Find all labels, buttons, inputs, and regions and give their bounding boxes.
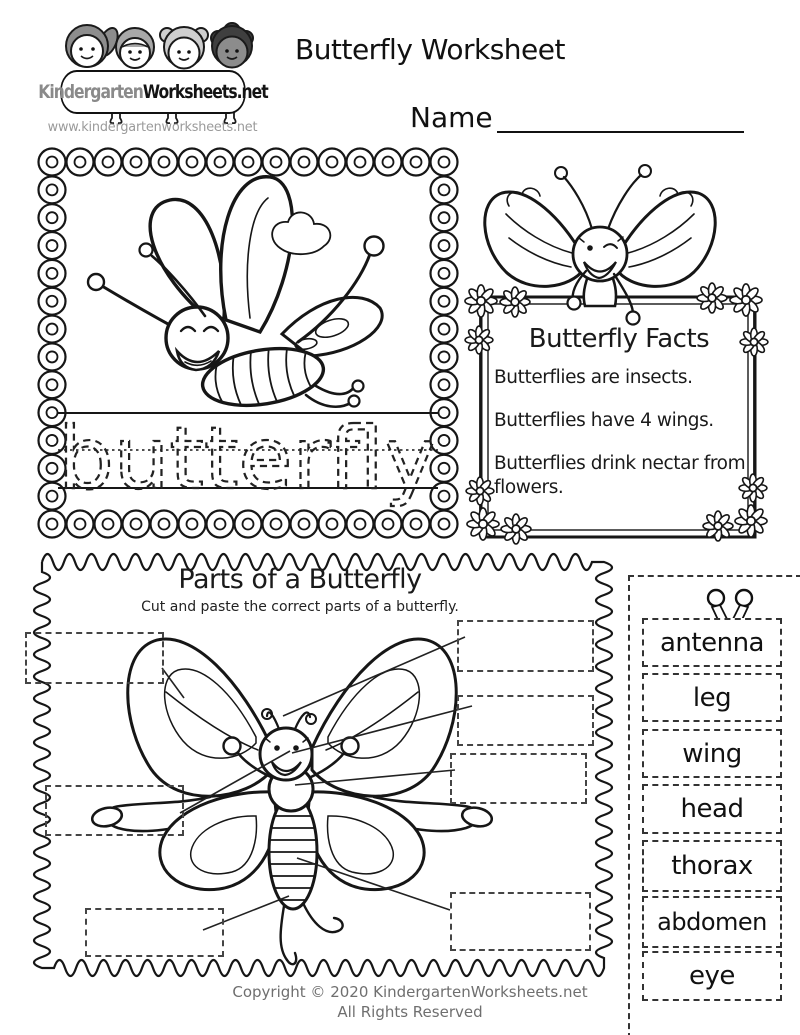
- label-text: leg: [692, 682, 732, 713]
- fact-line: Butterflies drink nectar from flowers.: [494, 453, 746, 499]
- fact-line: Butterflies are insects.: [494, 367, 693, 388]
- label-text: antenna: [660, 627, 764, 658]
- site-url: www.kindergartenworksheets.net: [47, 119, 258, 135]
- name-write-line: [497, 131, 744, 133]
- copyright-line: Copyright © 2020 KindergartenWorksheets.net: [232, 983, 588, 1001]
- label-card-thorax: [642, 840, 782, 892]
- label-card-leg: [642, 673, 782, 722]
- label-text: abdomen: [657, 908, 767, 936]
- label-card-head: [642, 784, 782, 834]
- label-text: head: [680, 794, 744, 824]
- paste-box-eye: [45, 785, 184, 836]
- rights-line: All Rights Reserved: [337, 1003, 483, 1021]
- fact-line: Butterflies have 4 wings.: [494, 410, 714, 431]
- paste-box-thorax: [450, 753, 587, 804]
- brand-name-gray: Kindergarten: [38, 81, 143, 103]
- label-text: eye: [689, 961, 735, 991]
- label-card-wing: [642, 729, 782, 778]
- trace-butterfly-illustration: [88, 177, 384, 413]
- facts-title: Butterfly Facts: [528, 324, 710, 354]
- paste-box-wing: [25, 632, 164, 684]
- brand-name-black: Worksheets.net: [142, 81, 268, 103]
- label-card-abdomen: [642, 896, 782, 948]
- handwriting-guides: [58, 409, 438, 509]
- parts-title: Parts of a Butterfly: [178, 564, 422, 595]
- page-title: Butterfly Worksheet: [295, 33, 565, 66]
- parts-subtitle: Cut and paste the correct parts of a butterfly.: [141, 599, 459, 615]
- label-text: thorax: [671, 851, 753, 881]
- label-card-antenna: [642, 618, 782, 667]
- name-label: Name: [410, 101, 493, 134]
- paste-box-antenna: [457, 620, 594, 672]
- site-logo: [38, 70, 268, 114]
- paste-box-abdomen: [450, 892, 591, 951]
- paste-box-leg: [85, 908, 224, 957]
- paste-box-head: [457, 695, 594, 746]
- label-text: wing: [682, 738, 742, 769]
- trace-word: butterfly: [58, 409, 437, 509]
